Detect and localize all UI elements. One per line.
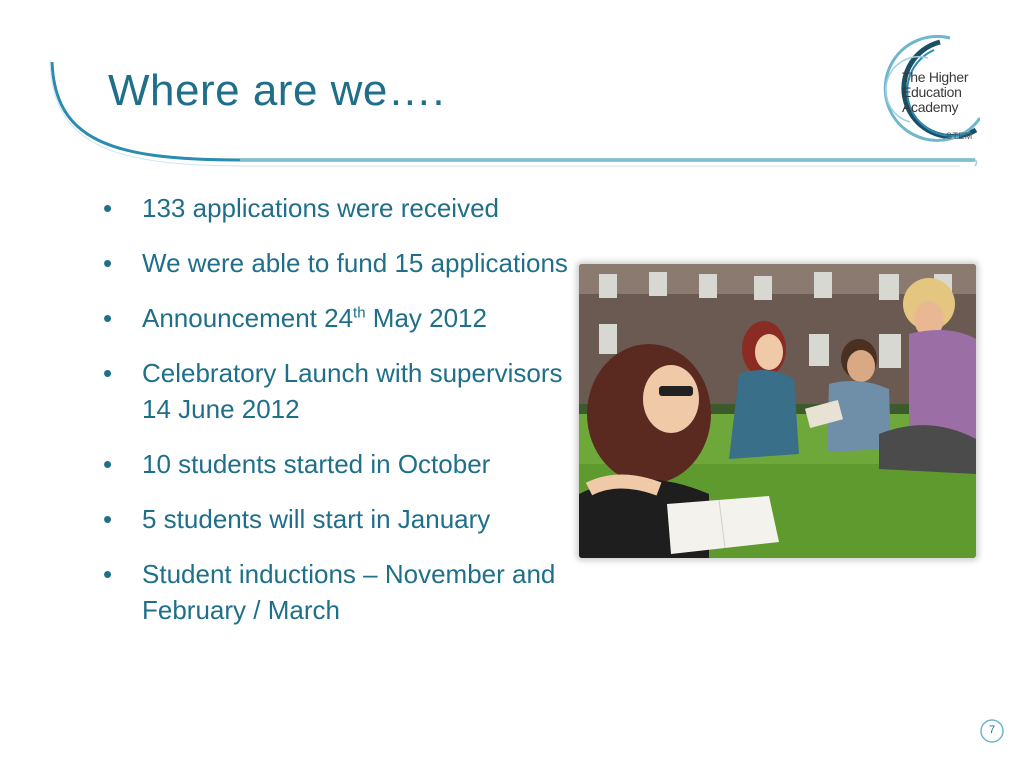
bullet-item [103,446,573,482]
students-on-lawn-photo [579,264,976,558]
bullet-icon: • [103,303,113,333]
page-number: 7 [988,724,996,736]
bullet-item [103,190,573,226]
bullet-text-before: Announcement 24 [142,303,354,333]
bullet-text: Celebratory Launch with supervisors 14 June 2012 [142,358,563,424]
bullet-icon: • [103,358,113,388]
bullet-item [103,556,573,628]
bullet-text-after: May 2012 [365,303,487,333]
bullet-text: 10 students started in October [142,449,491,479]
bullet-text: 5 students will start in January [142,504,491,534]
bullet-list [103,190,573,647]
slide-title: Where are we…. [108,66,446,115]
bullet-item [103,245,573,281]
bullet-text: We were able to fund 15 applications [142,248,568,278]
bullet-item [103,300,573,336]
logo-subtitle: STEM [946,131,973,141]
bullet-text: 133 applications were received [142,193,499,223]
bullet-item [103,501,573,537]
bullet-icon: • [103,559,113,589]
logo-line: Education [902,84,962,100]
bullet-icon: • [103,248,113,278]
bullet-item [103,355,573,427]
logo-text [902,70,982,115]
bullet-superscript: th [353,304,366,322]
bullet-icon: • [103,193,113,223]
photo-illustration [579,264,976,558]
bullet-icon: • [103,504,113,534]
bullet-icon: • [103,449,113,479]
bullet-text: Student inductions – November and February / March [142,559,556,625]
logo-line: Academy [902,99,959,115]
logo-line: The Higher [902,69,969,85]
